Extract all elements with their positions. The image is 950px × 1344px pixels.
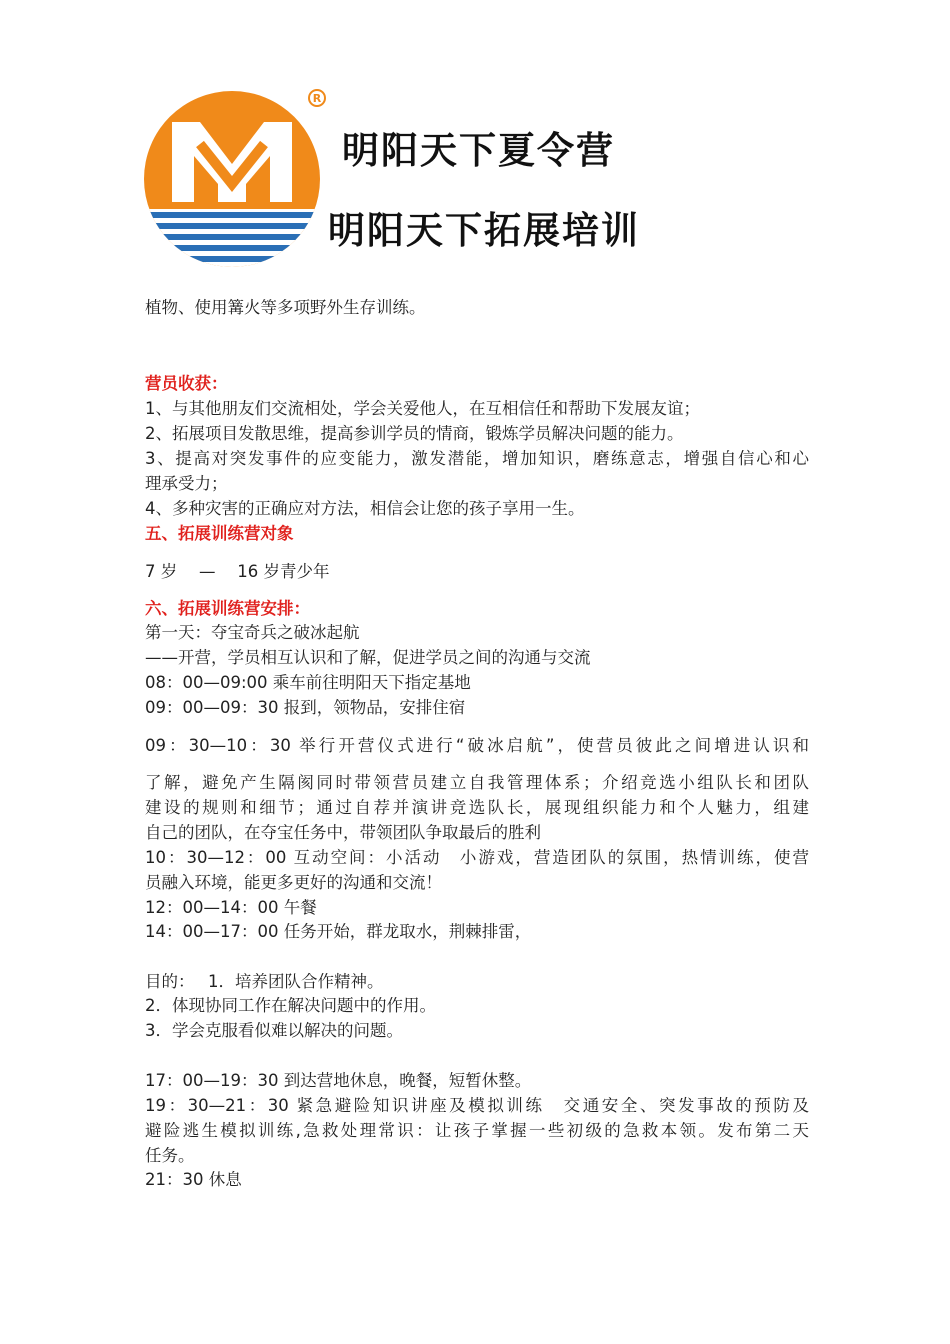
schedule-item-1: 08：00—09:00 乘车前往明阳天下指定基地 — [145, 673, 471, 692]
schedule-item-3-cont-3: 自己的团队，在夺宝任务中，带领团队争取最后的胜利 — [145, 823, 541, 842]
section-6-heading: 六、拓展训练营安排： — [145, 599, 310, 618]
goal-2: 2．体现协同工作在解决问题中的作用。 — [145, 996, 436, 1015]
brand-title-summer-camp: 明阳天下夏令营 — [342, 129, 615, 172]
age-range: 7 岁 — 16 岁青少年 — [145, 562, 330, 581]
harvest-item-2: 2、拓展项目发散思维，提高参训学员的情商，锻炼学员解决问题的能力。 — [145, 424, 684, 443]
brand-header — [142, 84, 662, 274]
harvest-item-3: 3、提高对突发事件的应变能力，激发潜能，增加知识，磨练意志，增强自信心和心 — [145, 449, 809, 468]
day1-subtitle: ——开营，学员相互认识和了解，促进学员之间的沟通与交流 — [145, 648, 591, 667]
schedule-item-3-cont-1: 了解，避免产生隔阂同时带领营员建立自我管理体系；介绍竞选小组队长和团队 — [145, 773, 809, 792]
harvest-item-4: 4、多种灾害的正确应对方法，相信会让您的孩子享用一生。 — [145, 499, 585, 518]
goal-1: 目的： 1．培养团队合作精神。 — [145, 972, 384, 991]
schedule-item-8-cont-2: 任务。 — [145, 1146, 195, 1165]
harvest-item-1: 1、与其他朋友们交流相处，学会关爱他人，在互相信任和帮助下发展友谊； — [145, 399, 700, 418]
schedule-item-3: 09：30—10：30 举行开营仪式进行“破冰启航”，使营员彼此之间增进认识和 — [145, 736, 809, 755]
schedule-item-5: 12：00—14：00 午餐 — [145, 898, 317, 917]
schedule-item-7: 17：00—19：30 到达营地休息，晚餐，短暂休整。 — [145, 1071, 532, 1090]
goal-3: 3．学会克服看似难以解决的问题。 — [145, 1021, 403, 1040]
harvest-item-3-cont: 理承受力； — [145, 474, 228, 493]
day1-title: 第一天：夺宝奇兵之破冰起航 — [145, 623, 360, 642]
brand-title-outdoor-training: 明阳天下拓展培训 — [328, 209, 640, 252]
svg-text:R: R — [312, 92, 322, 105]
schedule-item-4: 10：30—12：00 互动空间：小活动 小游戏，营造团队的氛围，热情训练，使营 — [145, 848, 809, 867]
schedule-item-8: 19：30—21：30 紧急避险知识讲座及模拟训练 交通安全、突发事故的预防及 — [145, 1096, 809, 1115]
schedule-item-9: 21：30 休息 — [145, 1170, 242, 1189]
intro-text: 植物、使用篝火等多项野外生存训练。 — [145, 298, 426, 317]
brand-logo — [142, 84, 332, 274]
schedule-item-6: 14：00—17：00 任务开始，群龙取水，荆棘排雷， — [145, 922, 532, 941]
schedule-item-2: 09：00—09：30 报到，领物品，安排住宿 — [145, 698, 466, 717]
schedule-item-3-cont-2: 建设的规则和细节；通过自荐并演讲竞选队长，展现组织能力和个人魅力，组建 — [145, 798, 809, 817]
schedule-item-4-cont: 员融入环境，能更多更好的沟通和交流！ — [145, 873, 442, 892]
harvest-heading: 营员收获： — [145, 374, 228, 393]
schedule-item-8-cont-1: 避险逃生模拟训练,急救处理常识：让孩子掌握一些初级的急救本领。发布第二天 — [145, 1121, 809, 1140]
section-5-heading: 五、拓展训练营对象 — [145, 524, 294, 543]
